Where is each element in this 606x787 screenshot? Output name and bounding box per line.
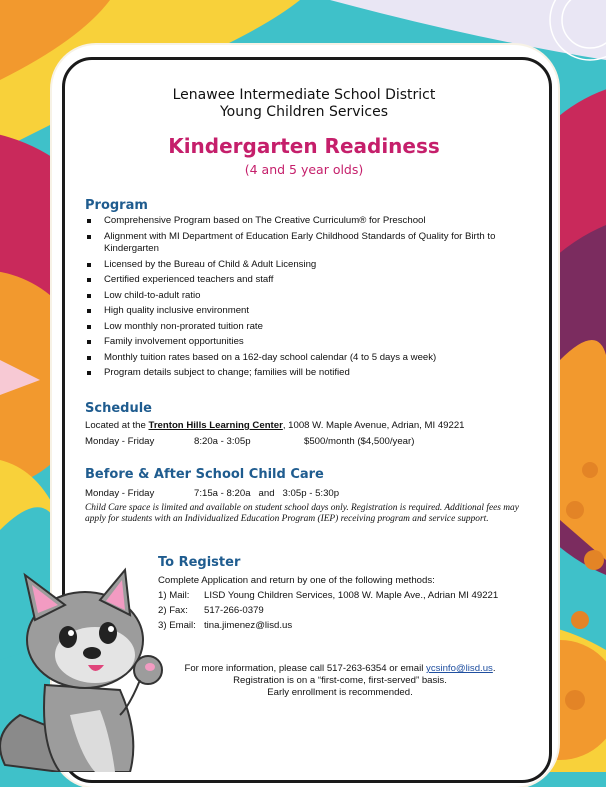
method-fax-label: 2) Fax: [158, 605, 188, 616]
schedule-price: $500/month ($4,500/year) [304, 436, 415, 447]
method-mail-label: 1) Mail: [158, 590, 190, 601]
location-name: Trenton Hills Learning Center [148, 420, 283, 431]
info-suffix: . [492, 663, 496, 674]
method-fax-value: 517-266-0379 [204, 605, 264, 616]
list-item: Low child-to-adult ratio [85, 290, 530, 303]
program-list [85, 215, 530, 383]
location-address: , 1008 W. Maple Avenue, Adrian, MI 49221 [282, 420, 465, 431]
page-subtitle: (4 and 5 year olds) [244, 162, 364, 177]
childcare-note: Child Care space is limited and available on student school days only. Registration is required. Additional fees may apply for students with an Individualized Education Program (IEP) receiving program and service support. [85, 503, 519, 524]
schedule-location [85, 420, 465, 431]
wolf-mascot-illustration [0, 565, 185, 772]
dept-name: Young Children Services [219, 104, 389, 120]
org-name: Lenawee Intermediate School District [172, 87, 436, 103]
register-intro: Complete Application and return by one of the following methods: [158, 575, 435, 586]
list-item: Licensed by the Bureau of Child & Adult Licensing [85, 259, 530, 272]
childcare-hours: 7:15a - 8:20a and 3:05p - 5:30p [194, 488, 340, 499]
list-item: Family involvement opportunities [85, 336, 530, 349]
info-prefix: For more information, please call 517-263-6354 or email [184, 663, 427, 674]
childcare-heading: Before & After School Child Care [85, 467, 324, 482]
schedule-hours: 8:20a - 3:05p [194, 436, 251, 447]
info-email-link[interactable]: ycsinfo@lisd.us [426, 663, 493, 674]
method-email-label: 3) Email: [158, 620, 196, 631]
list-item: Monthly tuition rates based on a 162-day school calendar (4 to 5 days a week) [85, 352, 530, 365]
list-item: Low monthly non-prorated tuition rate [85, 321, 530, 334]
schedule-days: Monday - Friday [85, 436, 155, 447]
program-heading: Program [85, 198, 148, 213]
footer-early-note: Early enrollment is recommended. [267, 687, 413, 698]
footer-registration-note: Registration is on a “first-come, first-served” basis. [233, 675, 447, 686]
register-heading: To Register [158, 555, 241, 570]
list-item: Alignment with MI Department of Education Early Childhood Standards of Quality for Birth to Kindergarten [85, 231, 530, 256]
footer-info [150, 663, 530, 675]
list-item: Comprehensive Program based on The Creative Curriculum® for Preschool [85, 215, 530, 228]
childcare-days: Monday - Friday [85, 488, 155, 499]
list-item: Program details subject to change; families will be notified [85, 367, 530, 380]
list-item: High quality inclusive environment [85, 305, 530, 318]
location-prefix: Located at the [85, 420, 149, 431]
list-item: Certified experienced teachers and staff [85, 274, 530, 287]
method-email-value: tina.jimenez@lisd.us [204, 620, 293, 631]
schedule-heading: Schedule [85, 401, 152, 416]
page-title: Kindergarten Readiness [168, 134, 440, 158]
method-mail-value: LISD Young Children Services, 1008 W. Maple Ave., Adrian MI 49221 [204, 590, 499, 601]
